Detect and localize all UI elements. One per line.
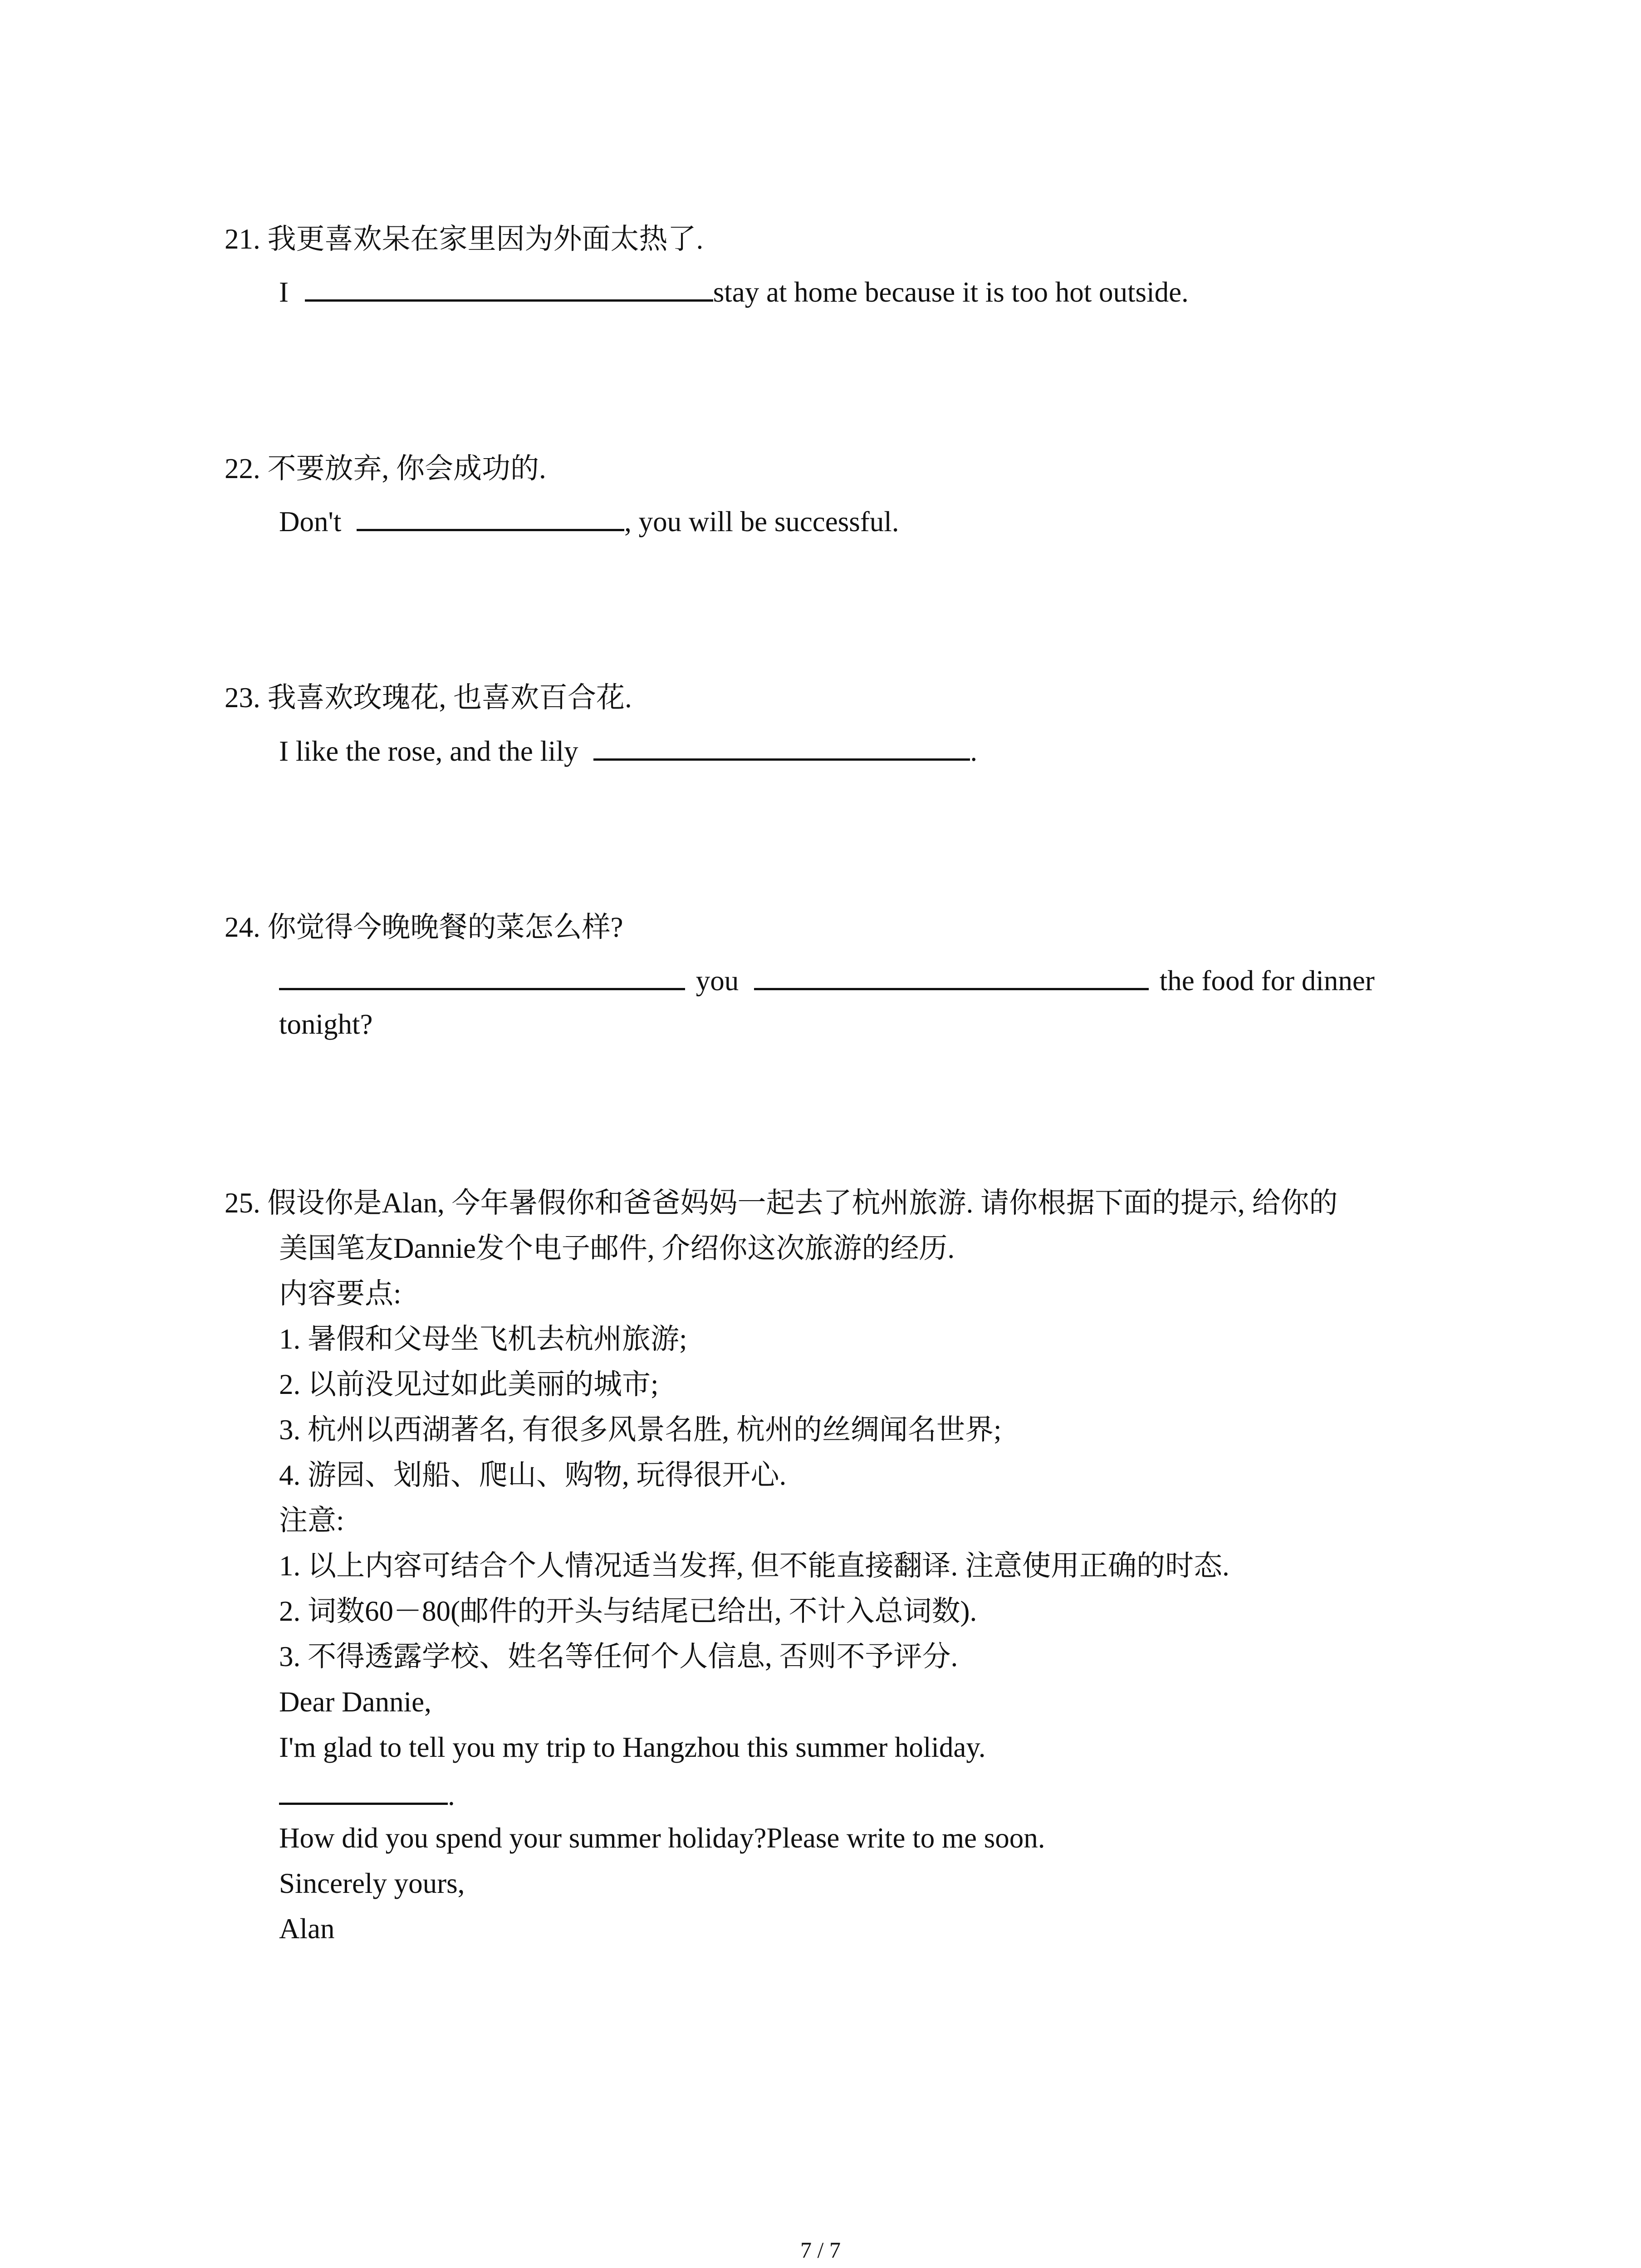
essay-notes-heading: 注意:	[279, 1505, 344, 1536]
blank-period: .	[448, 1779, 455, 1811]
answer-blank[interactable]	[593, 730, 970, 761]
question-number: 21.	[225, 223, 260, 255]
chinese-prompt: 我喜欢玫瑰花, 也喜欢百合花.	[267, 682, 632, 714]
essay-point-2: 2. 以前没见过如此美丽的城市;	[279, 1369, 659, 1400]
sentence-end: the food for dinner	[1159, 965, 1375, 997]
chinese-prompt: 你觉得今晚晚餐的菜怎么样?	[267, 911, 623, 943]
essay-prompt-line-2: 美国笔友Dannie发个电子邮件, 介绍你这次旅游的经历.	[279, 1232, 955, 1264]
sentence-end: , you will be successful.	[624, 506, 899, 538]
question-22-prompt	[225, 450, 546, 487]
letter-closing: How did you spend your summer holiday?Please write to me soon.	[279, 1822, 1045, 1854]
question-number: 25.	[225, 1187, 260, 1219]
question-23-prompt	[225, 679, 632, 716]
letter-body-line	[279, 1774, 455, 1813]
essay-answer-blank[interactable]	[279, 1774, 448, 1805]
chinese-prompt: 假设你是Alan, 今年暑假你和爸爸妈妈一起去了杭州旅游. 请你根据下面的提示, 给你的	[267, 1187, 1338, 1219]
sentence-start: I	[279, 276, 289, 308]
sentence-start: Don't	[279, 506, 342, 538]
sentence-end: stay at home because it is too hot outside.	[713, 276, 1189, 308]
essay-prompt-line-1	[225, 1185, 1337, 1221]
essay-note-2: 2. 词数60－80(邮件的开头与结尾已给出, 不计入总词数).	[279, 1595, 977, 1627]
sentence-middle: you	[696, 965, 739, 997]
answer-blank[interactable]	[279, 960, 685, 990]
essay-note-1: 1. 以上内容可结合个人情况适当发挥, 但不能直接翻译. 注意使用正确的时态.	[279, 1550, 1230, 1582]
question-22-sentence	[279, 501, 899, 540]
question-number: 22.	[225, 453, 260, 484]
question-21-sentence	[279, 271, 1189, 310]
letter-opening: I'm glad to tell you my trip to Hangzhou this summer holiday.	[279, 1731, 986, 1763]
question-24-prompt	[225, 909, 623, 945]
page-number: 7 / 7	[800, 2237, 841, 2263]
question-number: 23.	[225, 682, 260, 714]
essay-point-3: 3. 杭州以西湖著名, 有很多风景名胜, 杭州的丝绸闻名世界;	[279, 1414, 1002, 1446]
chinese-prompt: 不要放弃, 你会成功的.	[267, 453, 546, 484]
answer-blank[interactable]	[305, 271, 713, 302]
essay-note-3: 3. 不得透露学校、姓名等任何个人信息, 否则不予评分.	[279, 1641, 958, 1672]
letter-greeting: Dear Dannie,	[279, 1686, 431, 1718]
essay-point-4: 4. 游园、划船、爬山、购物, 玩得很开心.	[279, 1459, 787, 1491]
chinese-prompt: 我更喜欢呆在家里因为外面太热了.	[267, 223, 704, 255]
essay-point-1: 1. 暑假和父母坐飞机去杭州旅游;	[279, 1323, 687, 1355]
question-23-sentence	[279, 730, 977, 769]
sentence-end: .	[970, 735, 978, 767]
answer-blank[interactable]	[754, 960, 1149, 990]
essay-points-heading: 内容要点:	[279, 1278, 402, 1310]
sentence-start: I like the rose, and the lily	[279, 735, 578, 767]
question-21-prompt	[225, 221, 703, 257]
question-number: 24.	[225, 911, 260, 943]
letter-signature: Alan	[279, 1913, 335, 1945]
answer-blank[interactable]	[357, 501, 624, 531]
letter-signoff: Sincerely yours,	[279, 1867, 465, 1899]
question-24-continuation: tonight?	[279, 1008, 373, 1040]
question-24-sentence	[279, 960, 1375, 999]
